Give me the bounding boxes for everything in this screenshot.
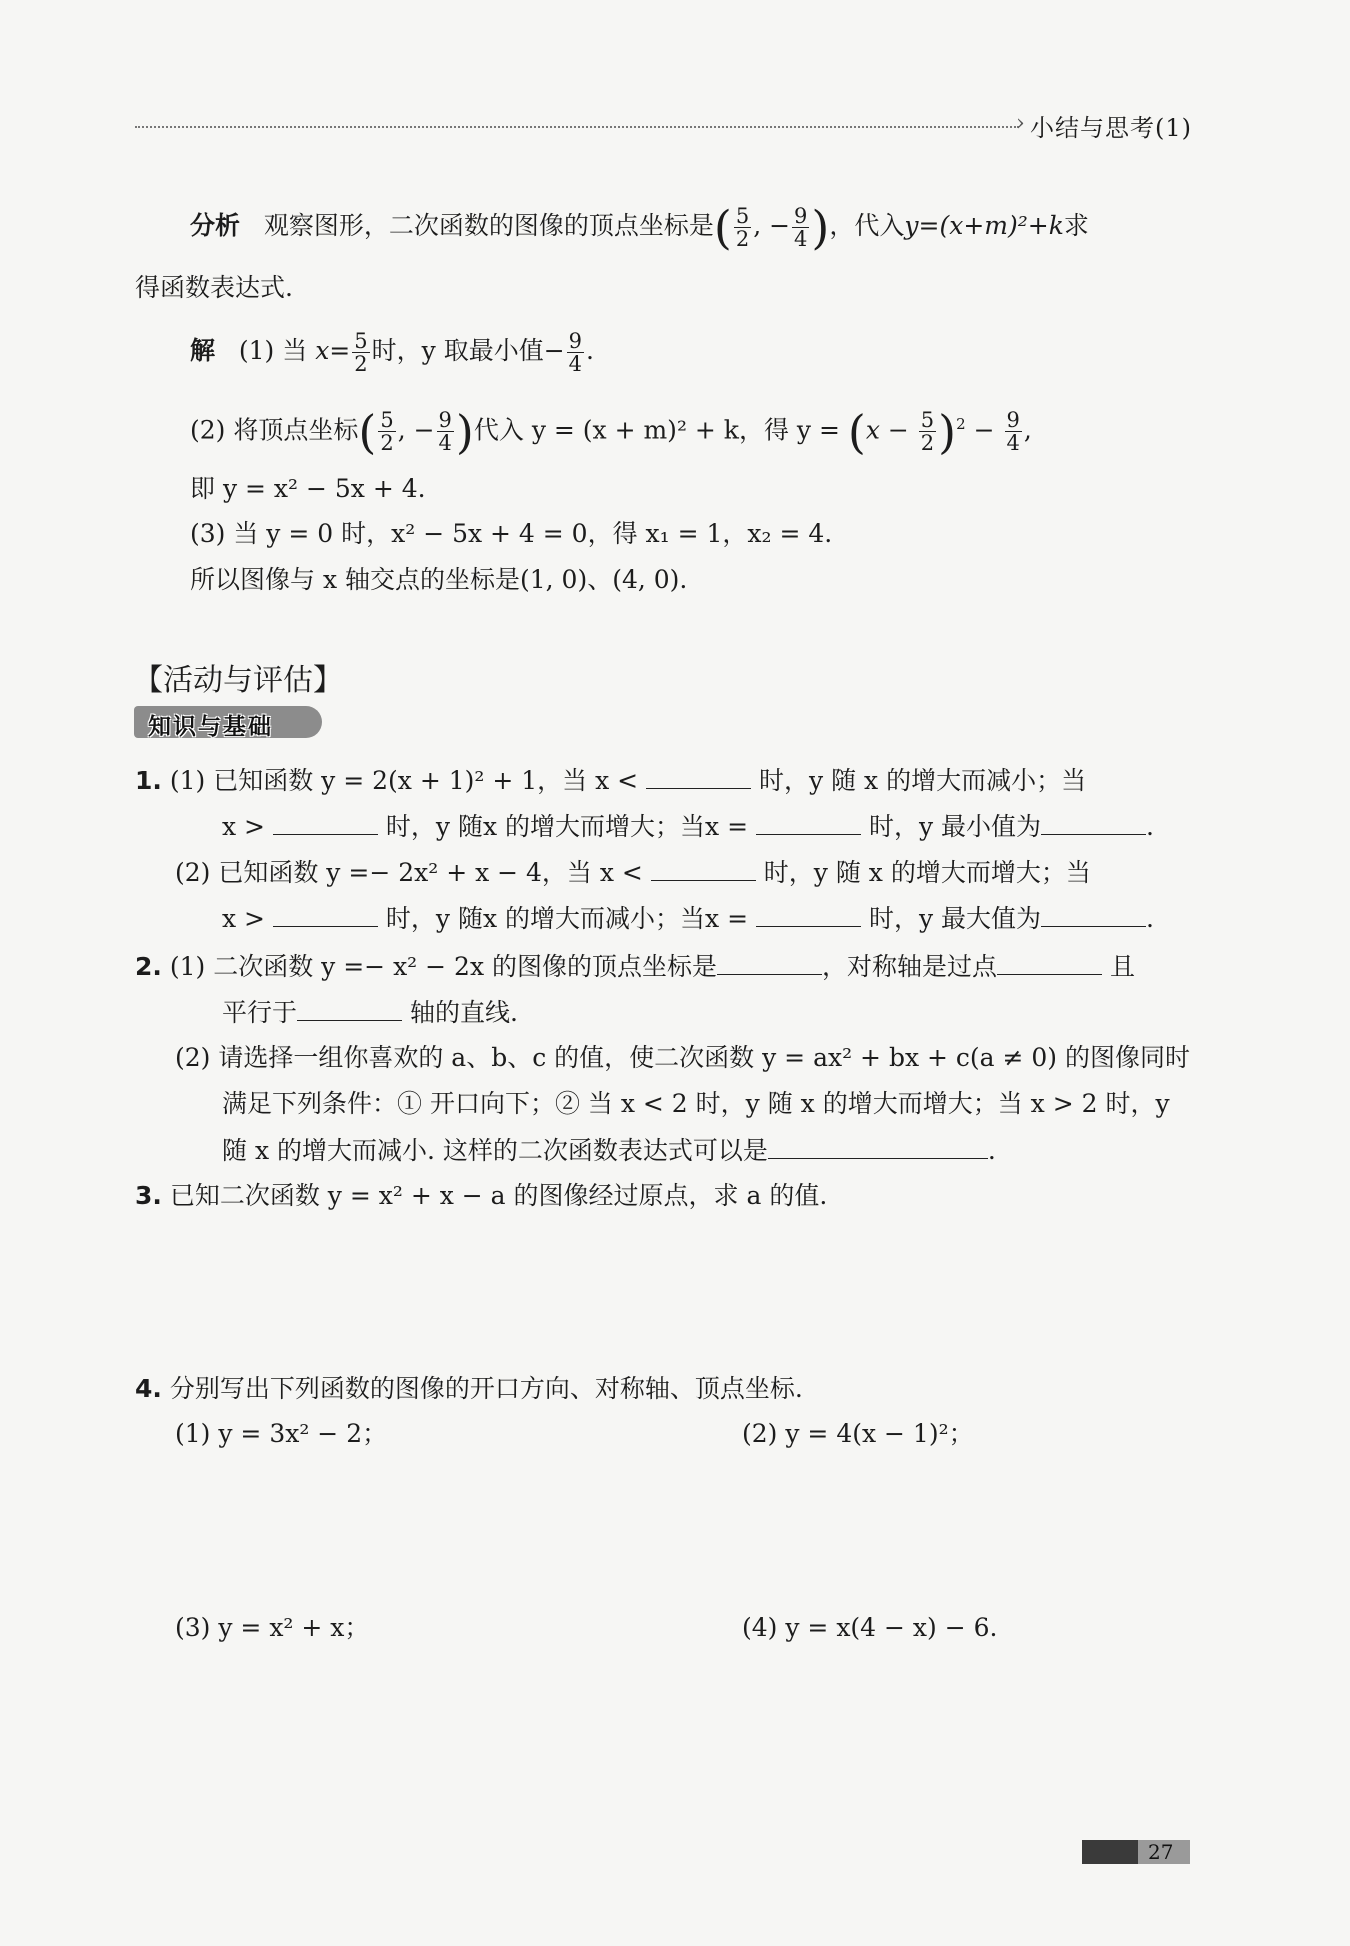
fraction-nine-quarters: $\frac{9}{4}$ [568, 329, 583, 376]
fraction-nine-quarters: $\frac{9}{4}$ [794, 204, 808, 251]
question-3: 3. 已知二次函数 y = x² + x − a 的图像经过原点，求 a 的值. [135, 1181, 828, 1210]
analysis-text-b: ，代入 [829, 211, 905, 240]
question-3-number: 3. [135, 1181, 162, 1210]
fraction-five-halves: $\frac{5}{2}$ [354, 329, 368, 376]
analysis-text-c: 求 [1063, 211, 1089, 240]
question-4-part-3: (3) y = x² + x； [175, 1613, 370, 1642]
question-4-part-4: (4) y = x(4 − x) − 6. [742, 1613, 998, 1642]
analysis-label: 分析 [190, 211, 241, 240]
solution-s1-b: 时，y 取最小值 [371, 336, 544, 365]
answer-blank[interactable] [1041, 902, 1146, 927]
answer-blank[interactable] [273, 902, 378, 927]
answer-blank[interactable] [646, 764, 751, 789]
fraction-five-halves: $\frac{5}{2}$ [920, 408, 935, 456]
page-number-tab [1082, 1840, 1190, 1864]
question-1-line-1: 1. (1) 已知函数 y = 2(x + 1)² + 1，当 x < 时，y 随 x 的增大而减小；当 [135, 766, 1087, 795]
fraction-five-halves: $\frac{5}{2}$ [735, 204, 750, 251]
answer-blank[interactable] [756, 902, 861, 927]
answer-blank[interactable] [756, 810, 861, 835]
answer-blank[interactable] [717, 950, 822, 975]
page-number: 27 [1148, 1840, 1174, 1864]
question-2-number: 2. [135, 952, 162, 981]
fraction-nine-quarters: $\frac{9}{4}$ [438, 408, 452, 456]
solution-s2-b: 代入 y = (x + m)² + k，得 y = [473, 415, 840, 445]
solution-line-2: (2) 将顶点坐标( $\frac{5}{2}$ , − $\frac{9}{4}$ )代入 y = (x + m)² + k，得 y = (x − $\frac{5}{2}$ )$^2$ − $\frac{9}{4}$ , [190, 404, 1032, 459]
section-badge: 知识与基础 [134, 706, 322, 738]
answer-blank[interactable] [768, 1134, 988, 1159]
solution-s1-a: (1) 当 [238, 336, 308, 365]
answer-blank[interactable] [297, 996, 402, 1021]
analysis-text-a: 观察图形，二次函数的图像的顶点坐标是 [263, 211, 714, 240]
question-2-line-2: 平行于 轴的直线. [222, 998, 518, 1027]
answer-blank[interactable] [997, 950, 1102, 975]
question-1-line-2: x > 时，y 随x 的增大而增大；当x = 时，y 最小值为 . [222, 812, 1154, 841]
fraction-nine-quarters: $\frac{9}{4}$ [1006, 408, 1020, 456]
section-title: 【活动与评估】 [133, 663, 343, 698]
running-header-title: 小结与思考(1) [1030, 114, 1192, 142]
solution-line-1: 解 (1) 当 x= $\frac{5}{2}$ 时，y 取最小值− $\frac{9}{4}$ . [190, 329, 594, 376]
analysis-formula: y=(x+m)²+k [904, 211, 1064, 240]
question-4-number: 4. [135, 1374, 162, 1403]
arrow-right-icon: › [1016, 111, 1025, 136]
question-2-line-1: 2. (1) 二次函数 y =− x² − 2x 的图像的顶点坐标是 ，对称轴是过点 且 [135, 952, 1135, 981]
solution-s2-a: (2) 将顶点坐标 [190, 415, 359, 445]
solution-line-4: (3) 当 y = 0 时，x² − 5x + 4 = 0，得 x₁ = 1，x₂ = 4. [190, 519, 833, 548]
analysis-line-2: 得函数表达式. [135, 273, 293, 302]
answer-blank[interactable] [1041, 810, 1146, 835]
question-4: 4. 分别写出下列函数的图像的开口方向、对称轴、顶点坐标. [135, 1374, 803, 1403]
question-2-line-5: 随 x 的增大而减小. 这样的二次函数表达式可以是 . [222, 1136, 996, 1165]
question-1-line-3: (2) 已知函数 y =− 2x² + x − 4，当 x < 时，y 随 x 的增大而增大；当 [175, 858, 1091, 887]
fraction-five-halves: $\frac{5}{2}$ [380, 408, 394, 456]
answer-blank[interactable] [273, 810, 378, 835]
solution-label: 解 [190, 336, 216, 365]
solution-line-3: 即 y = x² − 5x + 4. [190, 474, 426, 503]
question-4-part-2: (2) y = 4(x − 1)²； [742, 1419, 974, 1448]
header-dotted-rule [135, 126, 1019, 128]
question-2-line-4: 满足下列条件：① 开口向下；② 当 x < 2 时，y 随 x 的增大而增大；当 x > 2 时，y [222, 1089, 1170, 1118]
question-1-number: 1. [135, 766, 162, 795]
analysis-line-1: 分析 观察图形，二次函数的图像的顶点坐标是( $\frac{5}{2}$ , − $\frac{9}{4}$ )，代入y=(x+m)²+k求 [190, 200, 1089, 255]
question-1-line-4: x > 时，y 随x 的增大而减小；当x = 时，y 最大值为 . [222, 904, 1154, 933]
answer-blank[interactable] [651, 856, 756, 881]
question-2-line-3: (2) 请选择一组你喜欢的 a、b、c 的值，使二次函数 y = ax² + bx + c(a ≠ 0) 的图像同时 [175, 1043, 1190, 1072]
question-4-part-1: (1) y = 3x² − 2； [175, 1419, 388, 1448]
solution-line-5: 所以图像与 x 轴交点的坐标是(1, 0)、(4, 0). [190, 565, 688, 594]
